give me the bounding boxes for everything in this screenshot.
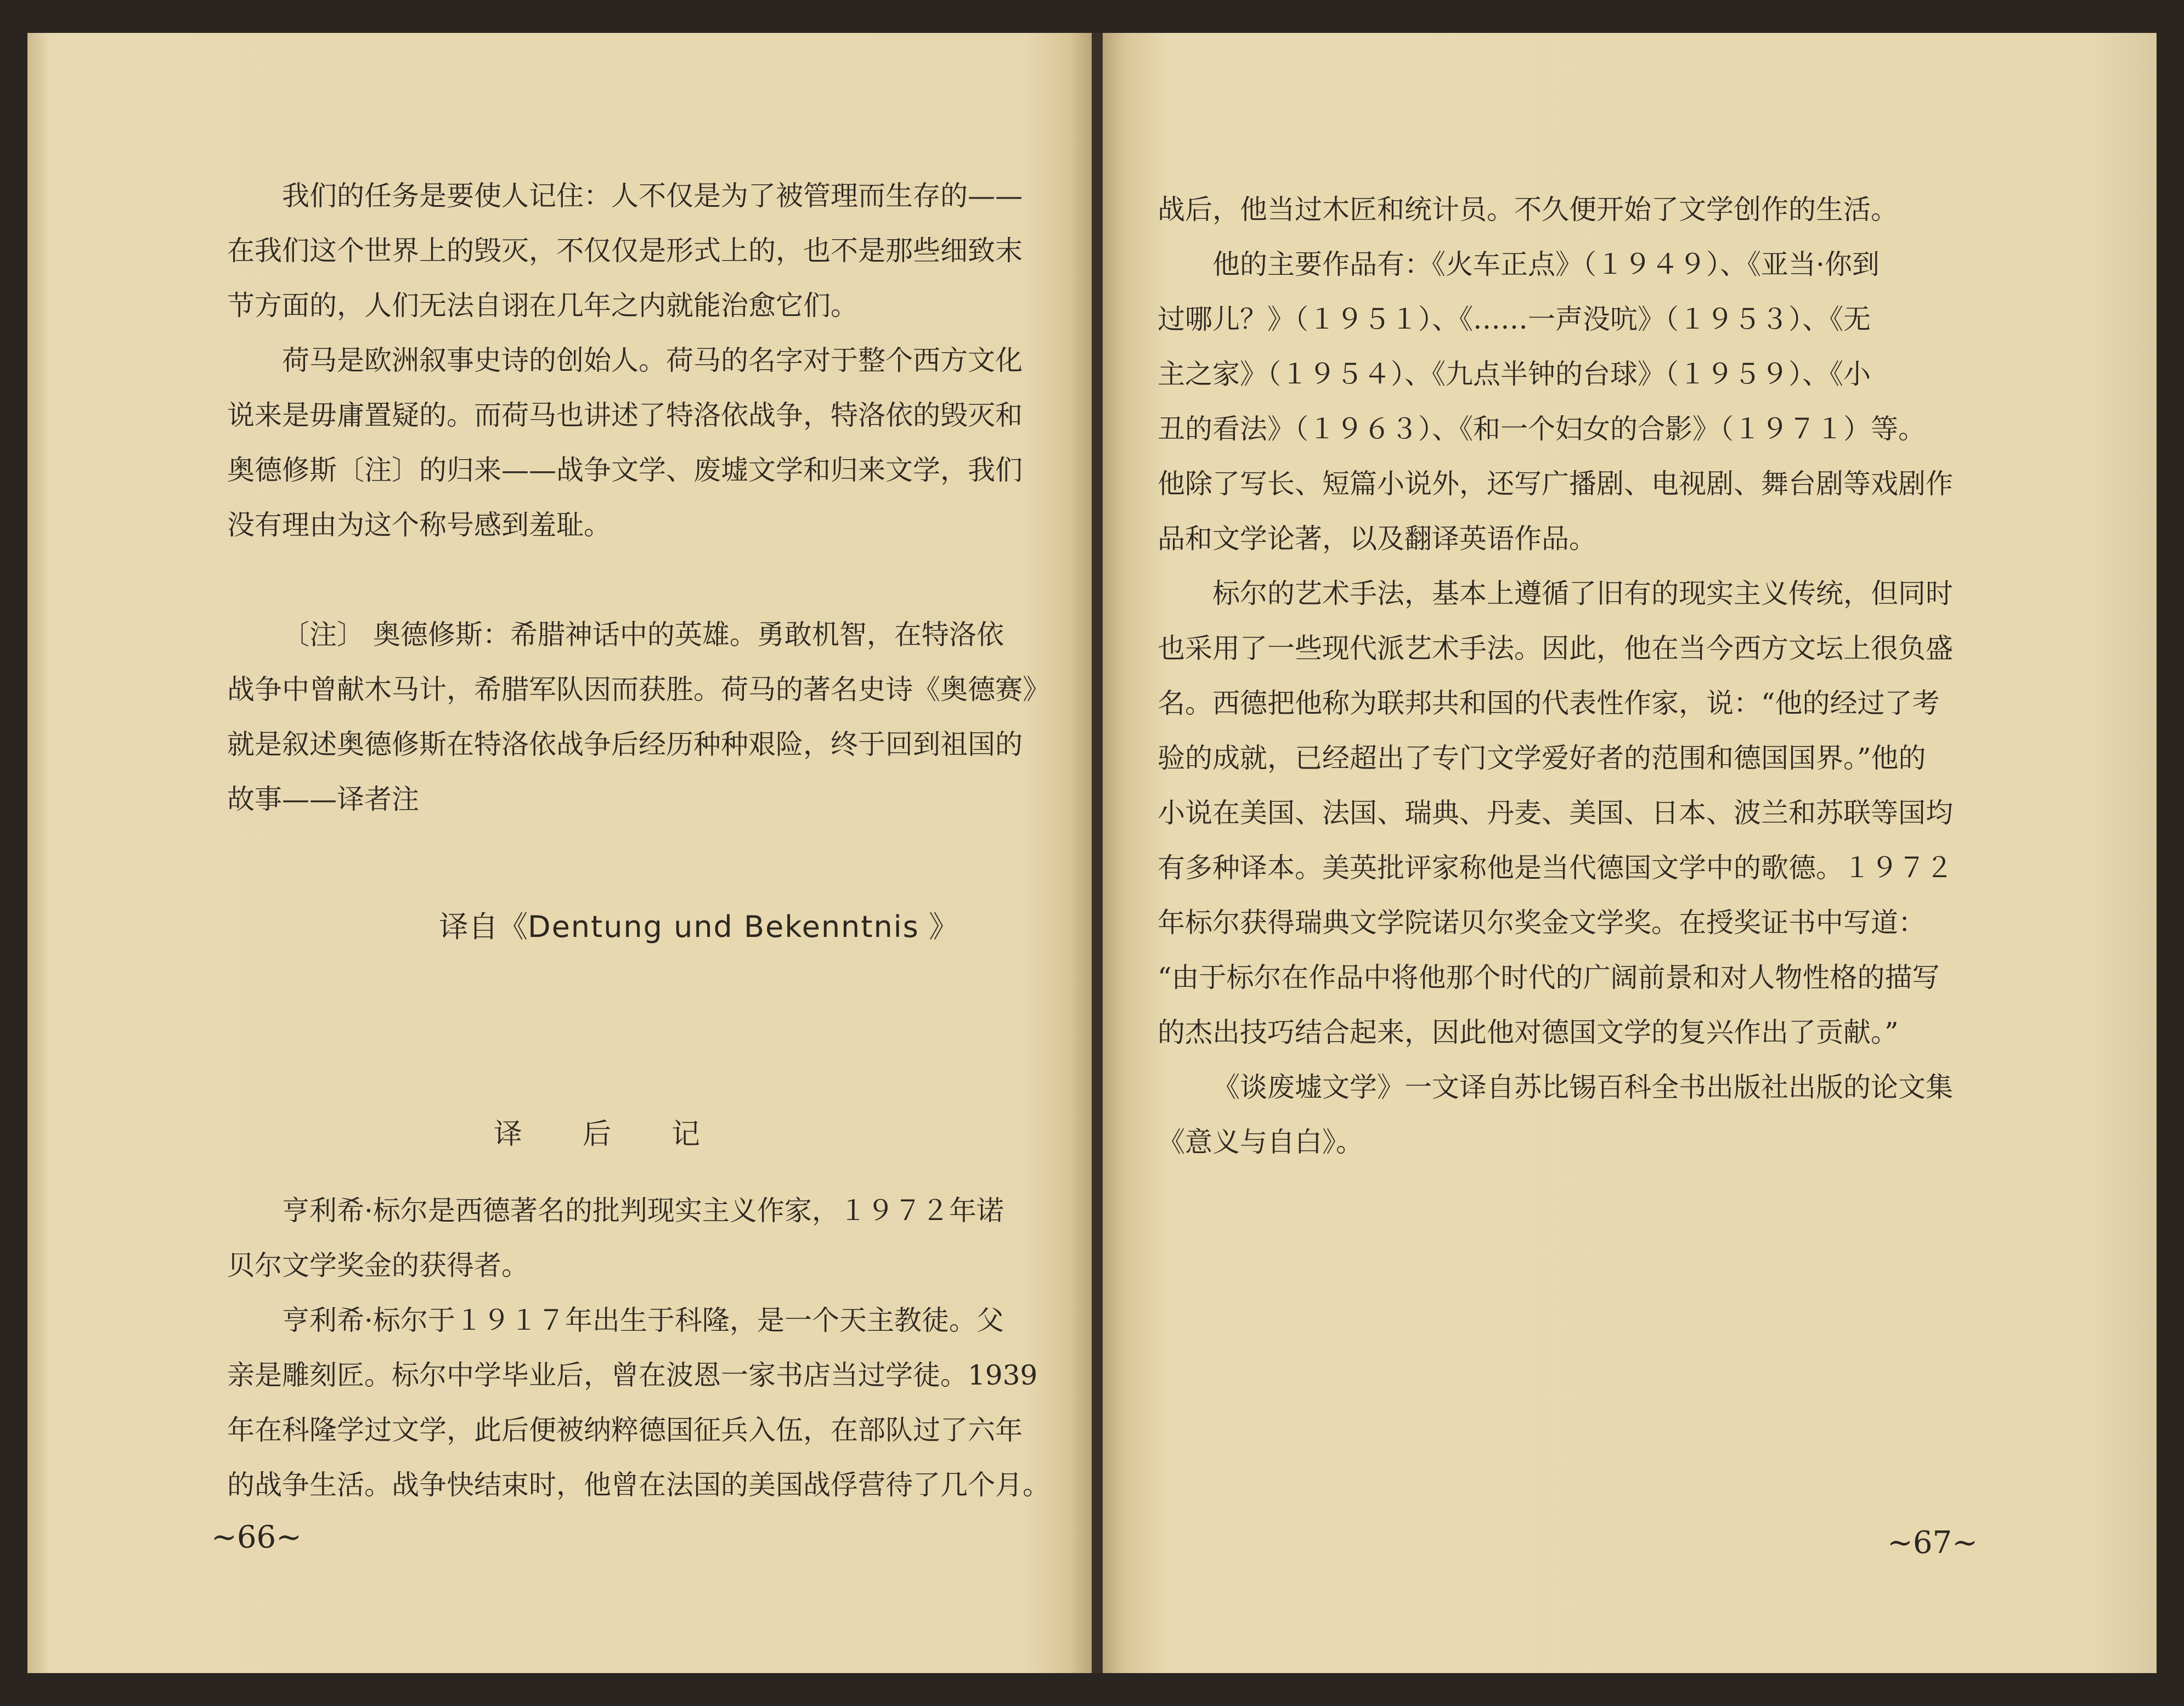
page-number-left: ~66~ (211, 1519, 302, 1555)
text-line: 战争中曾献木马计，希腊军队因而获胜。荷马的著名史诗《奥德赛》 (227, 674, 1050, 705)
text-line: 贝尔文学奖金的获得者。 (227, 1250, 529, 1281)
text-line: 没有理由为这个称号感到羞耻。 (227, 509, 611, 541)
source-title: Dentung und Bekenntnis (528, 910, 919, 944)
text-line: 验的成就，已经超出了专门文学爱好者的范围和德国国界。”他的 (1158, 742, 1926, 774)
source-prefix: 译自《 (439, 910, 528, 944)
text-line: 在我们这个世界上的毁灭，不仅仅是形式上的，也不是那些细致末 (227, 235, 1023, 267)
text-line: 丑的看法》（１９６３）、《和一个妇女的合影》（１９７１）等。 (1158, 413, 1926, 445)
translator-note (227, 607, 1050, 827)
text-line: 《意义与自白》。 (1158, 1126, 1363, 1158)
text-line: 亨利希·标尔是西德著名的批判现实主义作家，１９７２年诺 (282, 1195, 1004, 1227)
left-page (27, 33, 1092, 1673)
text-line: 《谈废墟文学》一文译自苏比锡百科全书出版社出版的论文集 (1212, 1071, 1953, 1103)
text-line: 年在科隆学过文学，此后便被纳粹德国征兵入伍，在部队过了六年 (227, 1414, 1023, 1446)
text-line: 品和文学论著，以及翻译英语作品。 (1158, 523, 1596, 555)
right-para-4 (1158, 1060, 1953, 1170)
text-line: 亨利希·标尔于１９１７年出生于科隆，是一个天主教徒。父 (282, 1304, 1004, 1336)
text-line: 年标尔获得瑞典文学院诺贝尔奖金文学奖。在授奖证书中写道： (1158, 907, 1926, 939)
right-para-1 (1158, 182, 1898, 237)
text-line: 战后，他当过木匠和统计员。不久便开始了文学创作的生活。 (1158, 194, 1898, 225)
text-line: 有多种译本。美英批评家称他是当代德国文学中的歌德。１９７２ (1158, 852, 1953, 884)
text-line: 过哪儿？》（１９５１）、《……一声没吭》（１９５３）、《无 (1158, 303, 1871, 335)
right-para-2 (1158, 237, 1953, 566)
left-para-1 (227, 168, 1023, 333)
right-page (1103, 33, 2157, 1673)
left-para-2 (227, 333, 1023, 552)
text-line: 他的主要作品有：《火车正点》（１９４９）、《亚当·你到 (1212, 248, 1880, 280)
text-line: 就是叙述奥德修斯在特洛依战争后经历种种艰险，终于回到祖国的 (227, 728, 1023, 760)
text-line: 奥德修斯〔注〕的归来——战争文学、废墟文学和归来文学，我们 (227, 454, 1023, 486)
book-gutter (1092, 33, 1103, 1673)
text-line: 主之家》（１９５４）、《九点半钟的台球》（１９５９）、《小 (1158, 358, 1871, 390)
text-line: 标尔的艺术手法，基本上遵循了旧有的现实主义传统，但同时 (1212, 578, 1953, 609)
left-para-4 (227, 1293, 1050, 1512)
book-spread (27, 33, 2157, 1673)
text-line: 亲是雕刻匠。标尔中学毕业后，曾在波恩一家书店当过学徒。1939 (227, 1359, 1038, 1391)
text-line: 说来是毋庸置疑的。而荷马也讲述了特洛依战争，特洛依的毁灭和 (227, 399, 1023, 431)
afterword-heading: 译后记 (494, 1118, 761, 1151)
page-number-right: ~67~ (1887, 1525, 1978, 1561)
left-para-3 (227, 1183, 1004, 1293)
text-line: 节方面的，人们无法自诩在几年之内就能治愈它们。 (227, 290, 858, 321)
text-line: 的杰出技巧结合起来，因此他对德国文学的复兴作出了贡献。” (1158, 1016, 1899, 1048)
text-line: 荷马是欧洲叙事史诗的创始人。荷马的名字对于整个西方文化 (282, 344, 1023, 376)
source-credit (439, 900, 958, 954)
text-line: 也采用了一些现代派艺术手法。因此，他在当今西方文坛上很负盛 (1158, 632, 1953, 664)
text-line: “由于标尔在作品中将他那个时代的广阔前景和对人物性格的描写 (1158, 962, 1940, 993)
text-line: 〔注〕 奥德修斯：希腊神话中的英雄。勇敢机智，在特洛依 (282, 619, 1004, 651)
source-suffix: 》 (919, 910, 958, 944)
right-para-3 (1158, 566, 1953, 1060)
text-line: 我们的任务是要使人记住：人不仅是为了被管理而生存的—— (282, 180, 1023, 212)
text-line: 他除了写长、短篇小说外，还写广播剧、电视剧、舞台剧等戏剧作 (1158, 468, 1953, 500)
text-line: 的战争生活。战争快结束时，他曾在法国的美国战俘营待了几个月。 (227, 1469, 1050, 1501)
text-line: 名。西德把他称为联邦共和国的代表性作家，说：“他的经过了考 (1158, 687, 1940, 719)
text-line: 小说在美国、法国、瑞典、丹麦、美国、日本、波兰和苏联等国均 (1158, 797, 1953, 829)
text-line: 故事——译者注 (227, 783, 419, 815)
